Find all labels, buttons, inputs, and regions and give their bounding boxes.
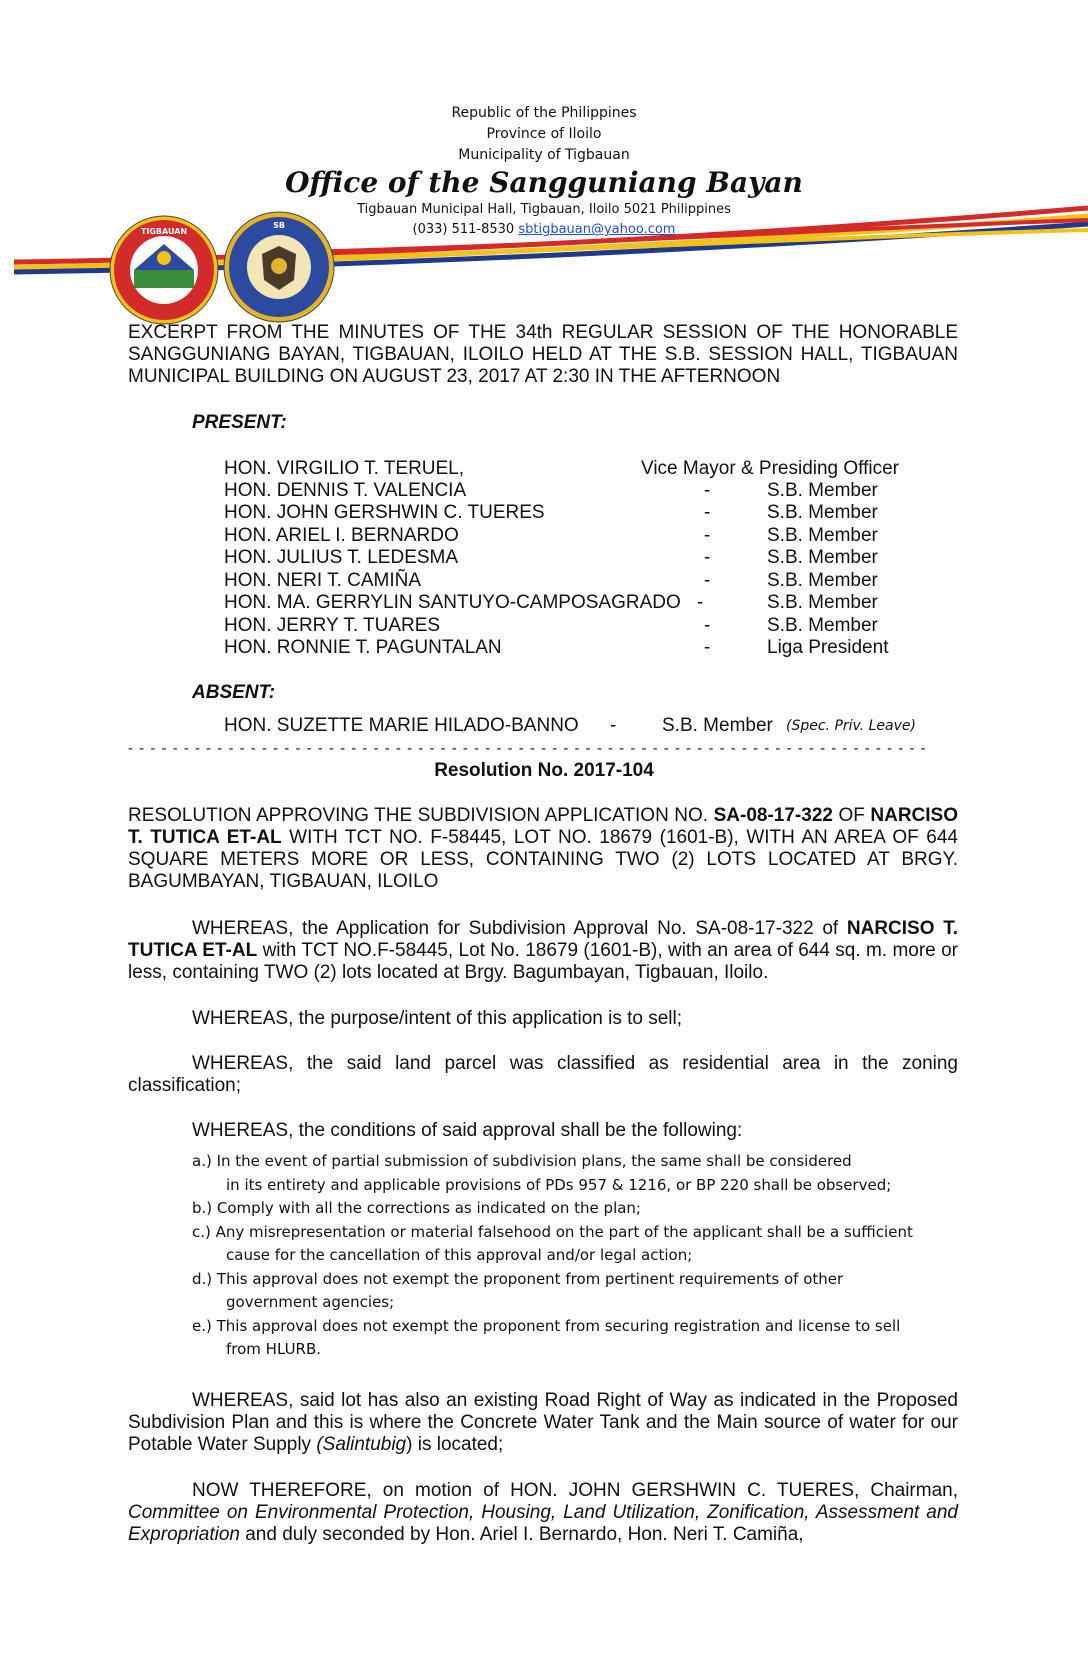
now-therefore-paragraph [128,1480,958,1546]
absent-row [224,715,984,737]
member-name: HON. NERI T. CAMIÑA [224,570,422,591]
member-dash: - [704,570,711,591]
whereas1-text-2: with TCT NO.F-58445, Lot No. 18679 (1601-B), with an area of 644 sq. m. more or less, containing TWO (2) lots located at Brgy. Bagumbayan, Tigbauan, Iloilo. [128,940,958,983]
member-name: HON. JERRY T. TUARES [224,615,441,636]
member-dash: - [704,547,711,568]
resolution-title [128,805,958,893]
header-contact [0,222,1088,237]
absent-role: S.B. Member [662,715,773,736]
conditions-list [192,1150,958,1362]
whereas1-text: WHEREAS, the Application for Subdivision Approval No. SA-08-17-322 of [192,918,847,939]
member-row [224,637,984,659]
absent-label: ABSENT: [192,682,276,703]
member-role: Vice Mayor & Presiding Officer [641,458,900,479]
member-dash: - [704,525,711,546]
header-address: Tigbauan Municipal Hall, Tigbauan, Iloilo 5021 Philippines [357,202,731,217]
member-dash: - [704,615,711,636]
whereas-road-right-of-way [128,1390,958,1456]
header-province: Province of Iloilo [486,126,602,142]
title-applicant: NARCISO T. TUTICA ET-AL [128,805,958,848]
condition-item [192,1150,958,1197]
present-label: PRESENT: [192,412,287,433]
condition-line: c.) Any misrepresentation or material falsehood on the part of the applicant shall be a sufficient [192,1222,913,1241]
whereas-classification: WHEREAS, the said land parcel was classified as residential area in the zoning classification; [128,1053,958,1096]
whereas5-text-2: ) is located; [406,1434,504,1455]
header-email-link[interactable]: sbtigbauan@yahoo.com [518,222,676,237]
svg-text:SB: SB [273,221,285,230]
whereas-application [128,918,958,984]
member-name: HON. VIRGILIO T. TERUEL, [224,458,465,479]
member-row [224,570,984,592]
member-row [224,480,984,502]
member-row [224,458,984,480]
member-name: HON. RONNIE T. PAGUNTALAN [224,637,502,658]
header-municipality: Municipality of Tigbauan [458,147,630,163]
member-name: HON. ARIEL I. BERNARDO [224,525,459,546]
member-role: S.B. Member [767,592,878,613]
member-row [224,547,984,569]
condition-line: e.) This approval does not exempt the proponent from securing registration and license to sell [192,1316,901,1335]
member-dash: - [704,637,711,658]
resolution-number: Resolution No. 2017-104 [434,760,654,781]
member-name: HON. JOHN GERSHWIN C. TUERES [224,502,545,523]
absent-note: (Spec. Priv. Leave) [786,718,916,734]
condition-line: from HLURB. [226,1340,322,1358]
title-text-3: WITH TCT NO. F-58445, LOT NO. 18679 (1601-B), WITH AN AREA OF 644 SQUARE METERS MORE OR LESS, CONTAINING TWO (2) LOTS LOCATED AT BRGY. BAGUMBAYAN, TIGBAUAN, ILOILO [128,827,959,892]
condition-item [192,1221,958,1268]
title-application-no: SA-08-17-322 [713,805,833,826]
whereas5-text: WHEREAS, said lot has also an existing Road Right of Way as indicated in the Proposed Subdivision Plan and this is where the Concrete Water Tank and the Main source of water for our Potable Water Supply [128,1390,958,1455]
absent-name: HON. SUZETTE MARIE HILADO-BANNO [224,715,579,736]
condition-line: a.) In the event of partial submission of subdivision plans, the same shall be considered [192,1152,852,1170]
separator-line: - - - - - - - - - - - - - - - - - - - - - - - - - - - - - - - - - - - - - - - - - - - - - - - - - - - - - - - - - - - - - - - - - - - - - - - - [128,740,927,757]
condition-line: cause for the cancellation of this approval and/or legal action; [226,1246,693,1264]
member-row [224,592,984,614]
condition-line: in its entirety and applicable provisions of PDs 957 & 1216, or BP 220 shall be observed; [226,1175,892,1194]
member-name: HON. MA. GERRYLIN SANTUYO-CAMPOSAGRADO [224,592,681,613]
member-row [224,502,984,524]
member-name: HON. JULIUS T. LEDESMA [224,547,459,568]
condition-line: d.) This approval does not exempt the proponent from pertinent requirements of other [192,1269,844,1288]
nowtherefore-committee: Committee on Environmental Protection, Housing, Land Utilization, Zonification, Assessment and Expropriation [128,1502,958,1545]
member-row [224,525,984,547]
svg-text:TIGBAUAN: TIGBAUAN [140,227,188,236]
condition-item [192,1268,958,1315]
header-phone: (033) 511-8530 [412,222,515,237]
member-role: S.B. Member [767,615,878,636]
nowtherefore-text-2: and duly seconded by Hon. Ariel I. Bernardo, Hon. Neri T. Camiña, [239,1524,804,1545]
condition-line: government agencies; [226,1293,395,1311]
title-text-1: RESOLUTION APPROVING THE SUBDIVISION APPLICATION NO. [128,805,714,826]
member-name: HON. DENNIS T. VALENCIA [224,480,467,501]
member-row [224,615,984,637]
member-role: S.B. Member [767,547,878,568]
office-title: Office of the Sangguniang Bayan [285,166,803,199]
member-dash: - [704,502,711,523]
absent-dash: - [610,715,617,736]
condition-line: b.) Comply with all the corrections as indicated on the plan; [192,1199,641,1217]
condition-item [192,1197,958,1221]
whereas1-applicant: NARCISO T. TUTICA ET-AL [128,918,958,961]
whereas5-salintubig: (Salintubig [316,1434,407,1455]
member-dash: - [704,480,711,501]
whereas-conditions: WHEREAS, the conditions of said approval shall be the following: [192,1120,743,1141]
member-role: S.B. Member [767,525,878,546]
member-role: S.B. Member [767,570,878,591]
header-republic: Republic of the Philippines [451,105,637,121]
member-role: S.B. Member [767,480,878,501]
member-role: S.B. Member [767,502,878,523]
whereas-purpose: WHEREAS, the purpose/intent of this application is to sell; [192,1008,683,1029]
member-role: Liga President [767,637,889,658]
condition-item [192,1315,958,1362]
excerpt-paragraph: EXCERPT FROM THE MINUTES OF THE 34th REGULAR SESSION OF THE HONORABLE SANGGUNIANG BAYAN, TIGBAUAN, ILOILO HELD AT THE S.B. SESSION HALL, TIGBAUAN MUNICIPAL BUILDING ON AUGUST 23, 2017 AT 2:30 IN THE AFTERNOON [128,322,958,387]
nowtherefore-text: NOW THEREFORE, on motion of HON. JOHN GERSHWIN C. TUERES, Chairman, [192,1480,958,1501]
member-dash: - [697,592,704,613]
title-text-2: OF [832,805,871,826]
